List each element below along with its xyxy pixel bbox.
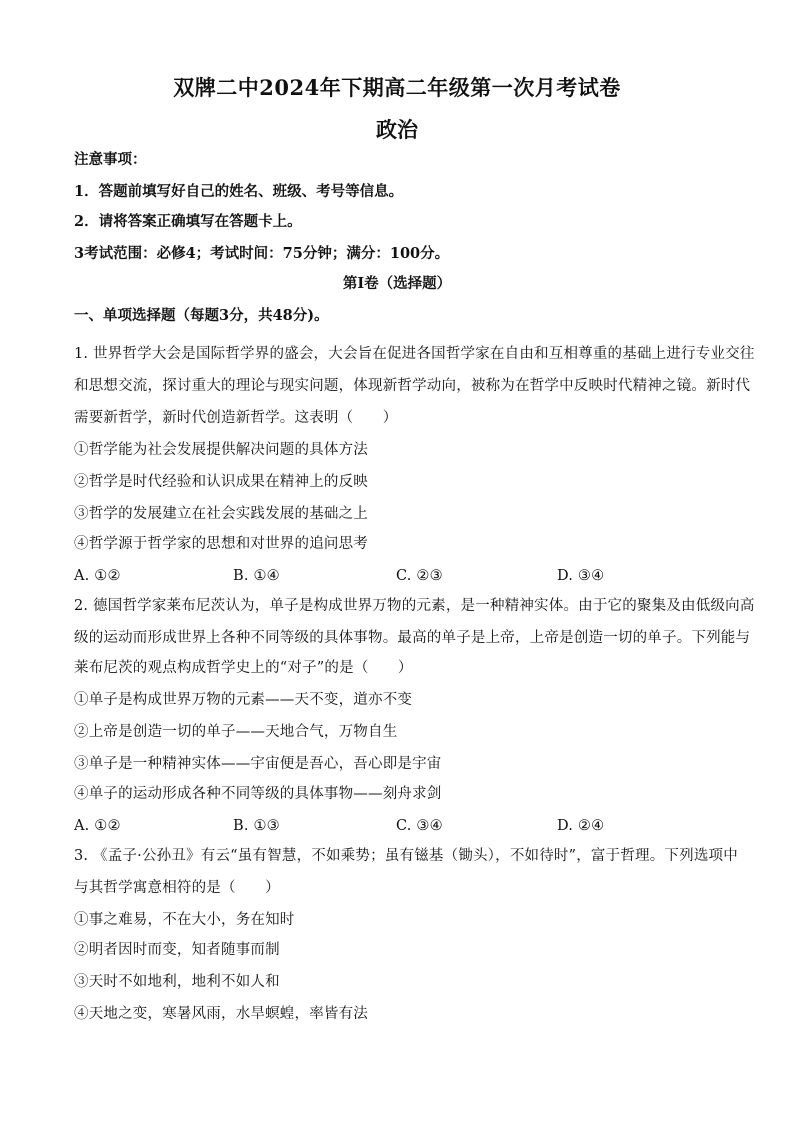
statement: ②上帝是创造一切的单子——天地合气，万物自生 xyxy=(74,724,398,740)
question-line: 3. 《孟子·公孙丑》有云“虽有智慧，不如乘势；虽有镃基（锄头），不如待时”，富于哲理。下列选项中 xyxy=(74,848,738,864)
notice-item-1: 1．答题前填写好自己的姓名、班级、考号等信息。 xyxy=(74,183,404,200)
question-line: 1. 世界哲学大会是国际哲学界的盛会，大会旨在促进各国哲学家在自由和互相尊重的基础上进行专业交往 xyxy=(74,346,755,362)
question-line: 与其哲学寓意相符的是（ ） xyxy=(74,880,280,896)
statement: ①哲学能为社会发展提供解决问题的具体方法 xyxy=(74,442,368,458)
statement: ③单子是一种精神实体——宇宙便是吾心，吾心即是宇宙 xyxy=(74,756,442,772)
volume-heading: 第I卷（选择题） xyxy=(342,275,452,292)
question-line: 和思想交流，探讨重大的理论与现实问题，体现新哲学动向，被称为在哲学中反映时代精神之镜。新时代 xyxy=(74,378,751,394)
statement: ④哲学源于哲学家的思想和对世界的追问思考 xyxy=(74,536,368,552)
option-b: B. ①③ xyxy=(233,818,280,834)
statement: ②哲学是时代经验和认识成果在精神上的反映 xyxy=(74,474,368,490)
notice-item-3: 3考试范围：必修4；考试时间：75分钟；满分：100分。 xyxy=(74,245,450,262)
option-b: B. ①④ xyxy=(233,568,280,584)
part-heading: 一、单项选择题（每题3分，共48分)。 xyxy=(74,307,329,324)
question-line: 莱布尼茨的观点构成哲学史上的“对子”的是（ ） xyxy=(74,660,413,676)
option-c: C. ②③ xyxy=(396,568,443,584)
statement: ②明者因时而变，知者随事而制 xyxy=(74,942,280,958)
option-c: C. ③④ xyxy=(396,818,443,834)
statement: ③天时不如地利，地利不如人和 xyxy=(74,974,280,990)
option-d: D. ②④ xyxy=(557,818,605,834)
statement: ④天地之变，寒暑风雨，水旱螟蝗，率皆有法 xyxy=(74,1006,368,1022)
question-line: 级的运动而形成世界上各种不同等级的具体事物。最高的单子是上帝，上帝是创造一切的单子。下列能与 xyxy=(74,630,751,646)
option-a: A. ①② xyxy=(74,818,121,834)
question-line: 需要新哲学，新时代创造新哲学。这表明（ ） xyxy=(74,410,398,426)
option-a: A. ①② xyxy=(74,568,121,584)
statement: ①单子是构成世界万物的元素——天不变，道亦不变 xyxy=(74,692,413,708)
exam-title: 双牌二中2024年下期高二年级第一次月考试卷 xyxy=(173,75,621,100)
statement: ①事之难易，不在大小，务在知时 xyxy=(74,912,295,928)
notice-heading: 注意事项： xyxy=(74,151,147,168)
question-line: 2. 德国哲学家莱布尼茨认为，单子是构成世界万物的元素，是一种精神实体。由于它的聚集及由低级向高 xyxy=(74,598,755,614)
statement: ④单子的运动形成各种不同等级的具体事物——刻舟求剑 xyxy=(74,786,442,802)
statement: ③哲学的发展建立在社会实践发展的基础之上 xyxy=(74,506,368,522)
notice-item-2: 2．请将答案正确填写在答题卡上。 xyxy=(74,213,302,230)
exam-subject: 政治 xyxy=(376,117,418,142)
option-d: D. ③④ xyxy=(557,568,605,584)
